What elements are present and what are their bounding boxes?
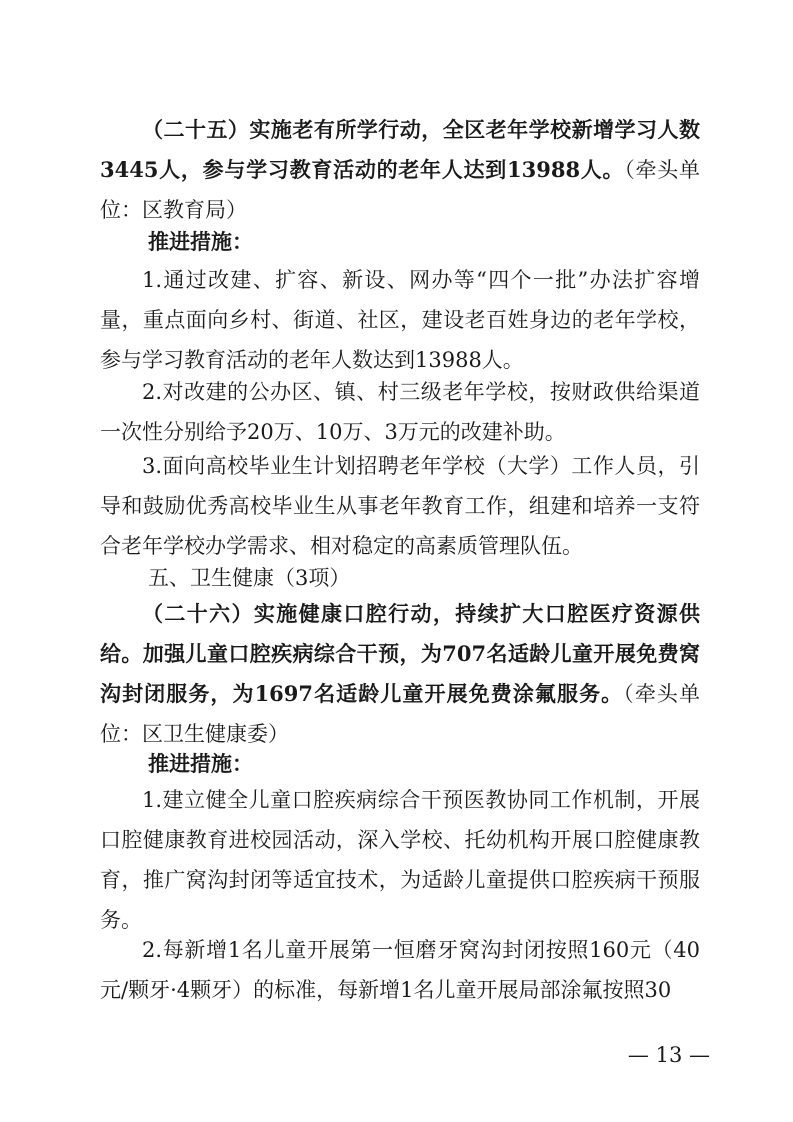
section-title: 五、卫生健康（3项） <box>148 566 351 590</box>
item-26-paragraph <box>100 594 700 754</box>
item-25-paragraph <box>100 110 700 230</box>
item-26-measure-2: 2.每新增1名儿童开展第一恒磨牙窝沟封闭按照160元（40元/颗牙·4颗牙）的标准，每新增1名儿童开展局部涂氟按照30 <box>100 938 700 1002</box>
item-25-measure-3: 3.面向高校毕业生计划招聘老年学校（大学）工作人员，引导和鼓励优秀高校毕业生从事老年教育工作，组建和培养一支符合老年学校办学需求、相对稳定的高素质管理队伍。 <box>100 454 700 558</box>
item-26-goal: （二十六）实施健康口腔行动，持续扩大口腔医疗资源供给。加强儿童口腔疾病综合干预，为707名适龄儿童开展免费窝沟封闭服务，为1697名适龄儿童开展免费涂氟服务。 <box>100 601 700 706</box>
page-number: — 13 — <box>627 1043 710 1067</box>
item-26-measures-heading: 推进措施： <box>148 751 253 776</box>
item-25-lead-unit: （牵头单位：区教育局） <box>100 158 700 222</box>
item-25-measure-1: 1.通过改建、扩容、新设、网办等“四个一批”办法扩容增量，重点面向乡村、街道、社区，建设老百姓身边的老年学校，参与学习教育活动的老年人数达到13988人。 <box>100 268 700 372</box>
item-25-goal: （二十五）实施老有所学行动，全区老年学校新增学习人数3445人，参与学习教育活动的老年人达到13988人。 <box>100 117 700 182</box>
item-25-measure-2: 2.对改建的公办区、镇、村三级老年学校，按财政供给渠道一次性分别给予20万、10万、3万元的改建补助。 <box>100 380 700 444</box>
item-26-measure-1: 1.建立健全儿童口腔疾病综合干预医教协同工作机制，开展口腔健康教育进校园活动，深入学校、托幼机构开展口腔健康教育，推广窝沟封闭等适宜技术，为适龄儿童提供口腔疾病干预服务。 <box>100 788 700 932</box>
item-26-lead-unit: （牵头单位：区卫生健康委） <box>100 682 700 746</box>
item-25-measures-heading: 推进措施： <box>148 229 253 254</box>
